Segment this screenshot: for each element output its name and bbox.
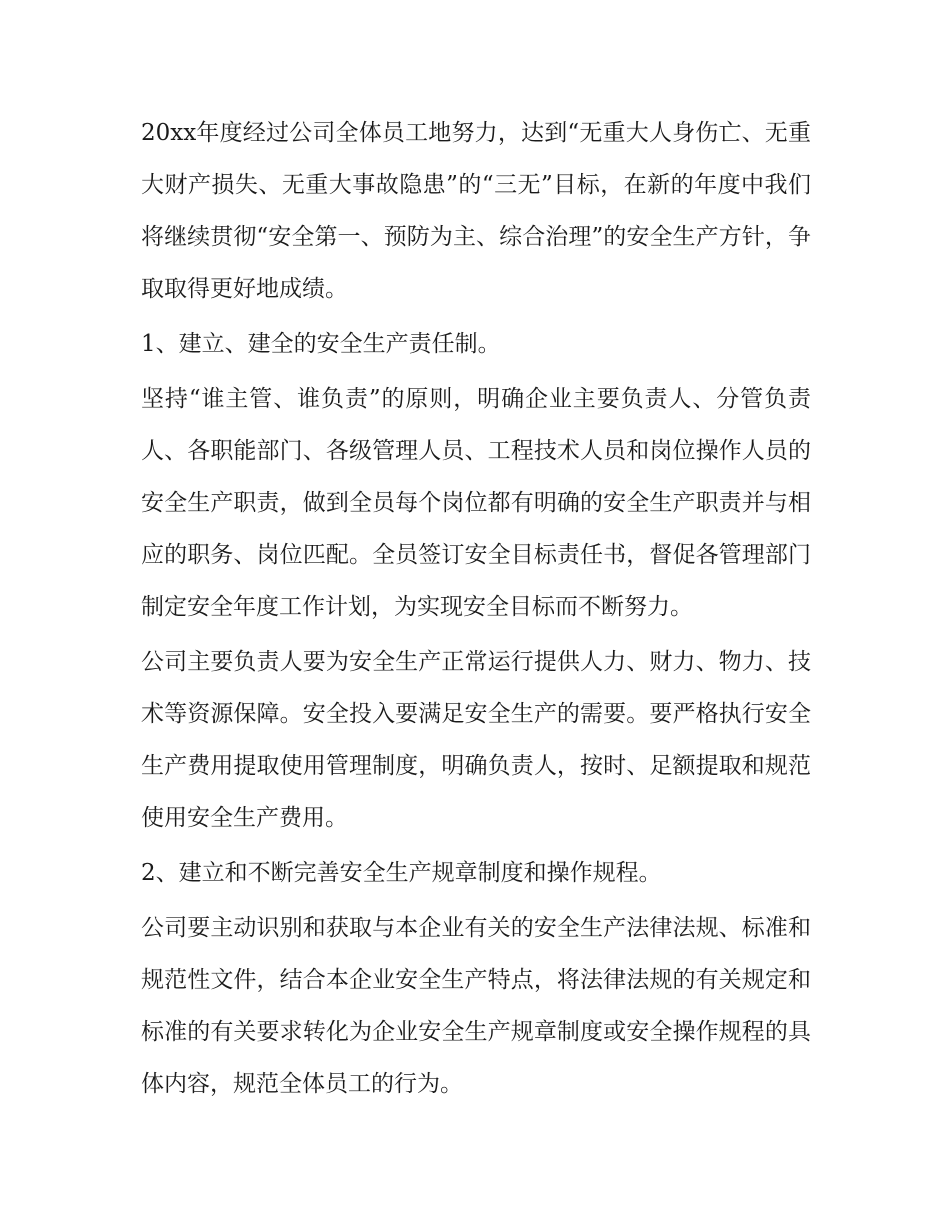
paragraph-regulations: 公司要主动识别和获取与本企业有关的安全生产法律法规、标准和规范性文件，结合本企业安全生产特点，将法律法规的有关规定和标准的有关要求转化为企业安全生产规章制度或安全操作规程的具体内容，规范全体员工的行为。	[141, 915, 811, 1097]
paragraph-intro: 20xx年度经过公司全体员工地努力，达到“无重大人身伤亡、无重大财产损失、无重大事故隐患”的“三无”目标，在新的年度中我们将继续贯彻“安全第一、预防为主、综合治理”的安全生产方针，争取取得更好地成绩。	[141, 120, 811, 302]
document-body	[141, 107, 811, 1113]
section-heading-1: 1、建立、建全的安全生产责任制。	[141, 331, 501, 357]
section-heading-2: 2、建立和不断完善安全生产规章制度和操作规程。	[141, 860, 662, 886]
paragraph-resources: 公司主要负责人要为安全生产正常运行提供人力、财力、物力、技术等资源保障。安全投入要满足安全生产的需要。要严格执行安全生产费用提取使用管理制度，明确负责人，按时、足额提取和规范使用安全生产费用。	[141, 649, 811, 831]
paragraph-responsibility: 坚持“谁主管、谁负责”的原则，明确企业主要负责人、分管负责人、各职能部门、各级管理人员、工程技术人员和岗位操作人员的安全生产职责，做到全员每个岗位都有明确的安全生产职责并与相应的职务、岗位匹配。全员签订安全目标责任书，督促各管理部门制定安全年度工作计划，为实现安全目标而不断努力。	[141, 386, 811, 620]
